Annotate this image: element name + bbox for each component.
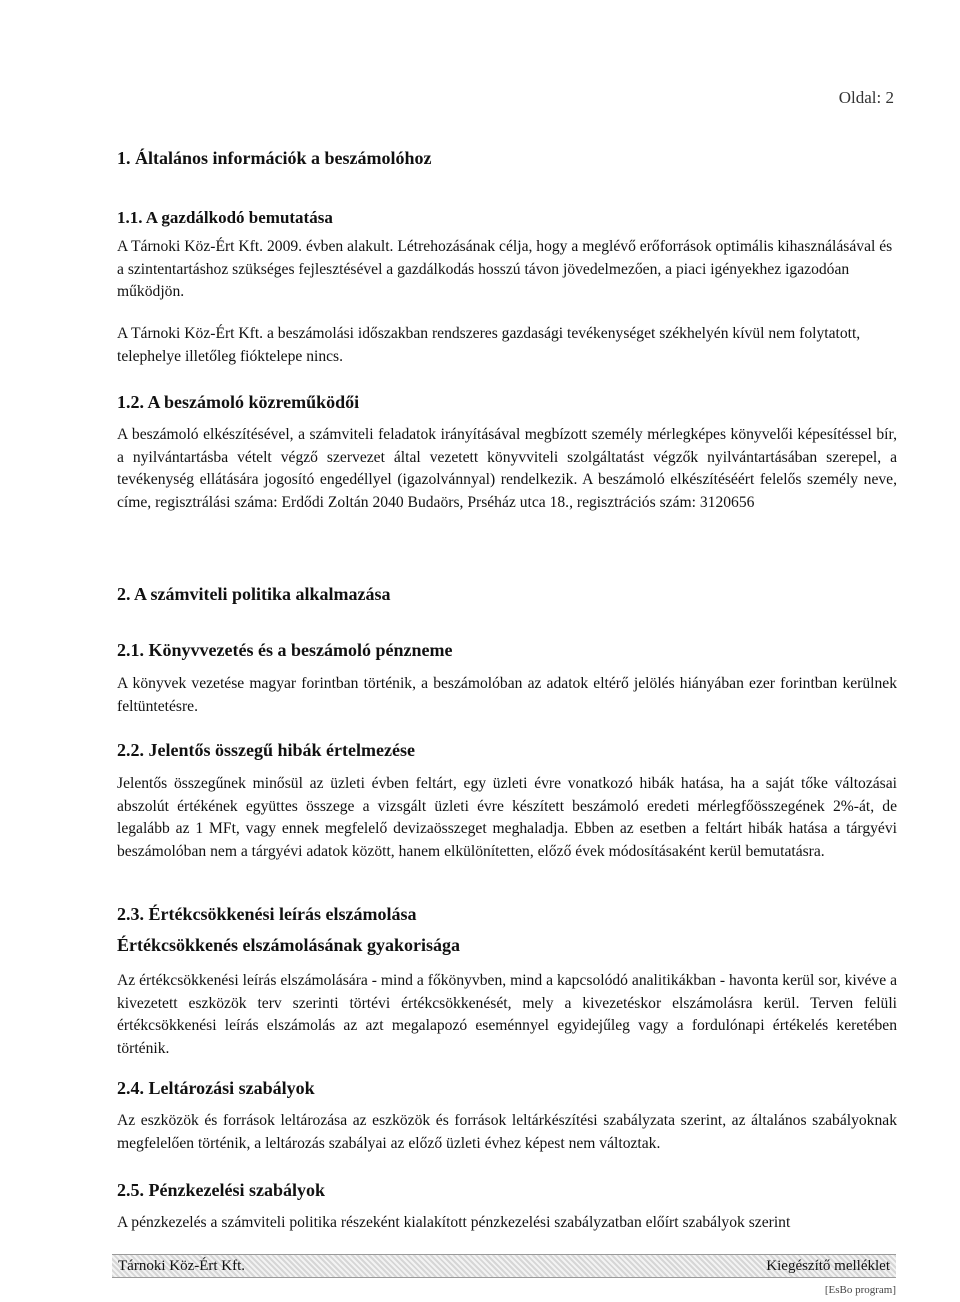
section-1-heading: 1. Általános információk a beszámolóhoz: [117, 148, 432, 168]
section-2-5-heading: 2.5. Pénzkezelési szabályok: [117, 1180, 325, 1200]
section-2-4-paragraph: Az eszközök és források leltározása az eszközök és források leltárkészítési szabályzata szerint, az általános szabályoknak megfelelően történik, a leltározás szabályai az előző üzleti évhez képest nem változtak.: [117, 1112, 897, 1152]
section-2-5-paragraph: A pénzkezelés a számviteli politika részeként kialakított pénzkezelési szabályzatban előírt szabályok szerint: [117, 1214, 791, 1231]
page-number: Oldal: 2: [838, 88, 894, 107]
section-1-1-heading: 1.1. A gazdálkodó bemutatása: [117, 208, 333, 227]
section-1-2-paragraph: A beszámoló elkészítésével, a számviteli feladatok irányításával megbízott személy mérlegképes könyvelői képesítéssel bír, a nyilvántartásba vételt végző szervezet által vezetett könyvviteli szolgáltatást végzők nyilvántartásában szerepel, a tevékenység ellátására jogosító engedéllyel (igazolvánnyal) rendelkezik. A beszámoló elkészítéséért felelős személy neve, címe, regisztrálási száma: Erdődi Zoltán 2040 Budaörs, Prséház utca 18., regisztrációs szám: 3120656: [117, 426, 897, 511]
section-1-1-paragraph-1: A Tárnoki Köz-Ért Kft. 2009. évben alakult. Létrehozásának célja, hogy a meglévő erőforrások optimális kihasználásával és a szintentartáshoz szükséges fejlesztésével a gazdálkodás hosszú távon jövedelmezően, a piaci igényekhez igazodóan működjön.: [117, 238, 893, 300]
footer-program-label: [EsBo program]: [824, 1284, 896, 1296]
section-1-1-paragraph-2: A Tárnoki Köz-Ért Kft. a beszámolási időszakban rendszeres gazdasági tevékenységet székhelyén kívül nem folytatott, telephelye illetőleg fióktelepe nincs.: [117, 325, 861, 365]
section-2-3-paragraph: Az értékcsökkenési leírás elszámolására - mind a főkönyvben, mind a kapcsolódó analitikákban - havonta kerül sor, kivéve a kivezetett eszközök terv szerinti törtévi értékcsökkenését, mely a kivezetéskor elszámolásra kerül. Terven felüli értékcsökkenési leírás elszámolás az azt megalapozó eseménnyel egyidejűleg vagy a fordulónapi értékelés keretében történik.: [117, 972, 897, 1057]
footer-document-name: Kiegészítő melléklet: [766, 1257, 890, 1274]
section-2-1-heading: 2.1. Könyvvezetés és a beszámoló pénzneme: [117, 640, 453, 660]
section-2-3-heading: 2.3. Értékcsökkenési leírás elszámolása: [117, 904, 417, 924]
section-2-2-heading: 2.2. Jelentős összegű hibák értelmezése: [117, 740, 415, 760]
page-footer: [112, 1254, 896, 1278]
section-2-3-subheading: Értékcsökkenés elszámolásának gyakorisága: [117, 935, 461, 955]
footer-company-name: Tárnoki Köz-Ért Kft.: [118, 1257, 246, 1274]
section-2-4-heading: 2.4. Leltározási szabályok: [117, 1078, 315, 1098]
section-1-2-heading: 1.2. A beszámoló közreműködői: [117, 392, 360, 412]
section-2-1-paragraph: A könyvek vezetése magyar forintban történik, a beszámolóban az adatok eltérő jelölés hiányában ezer forintban kerülnek feltüntetésre.: [117, 675, 897, 715]
section-2-heading: 2. A számviteli politika alkalmazása: [117, 584, 391, 604]
section-2-2-paragraph: Jelentős összegűnek minősül az üzleti évben feltárt, egy üzleti évre vonatkozó hibák hatása, ha a saját tőke változásai abszolút értékének együttes összege a vizsgált üzleti évre készített beszámoló eredeti mérlegfőösszegének 2%-át, de legalább az 1 MFt, vagy ennek megfelelő devizaösszeget meghaladja. Ebben az esetben a feltárt hibák hatása a tárgyévi beszámolóban nem a tárgyévi adatok között, hanem elkülönítetten, előző évek módosításaként kerül bemutatásra.: [117, 775, 897, 860]
